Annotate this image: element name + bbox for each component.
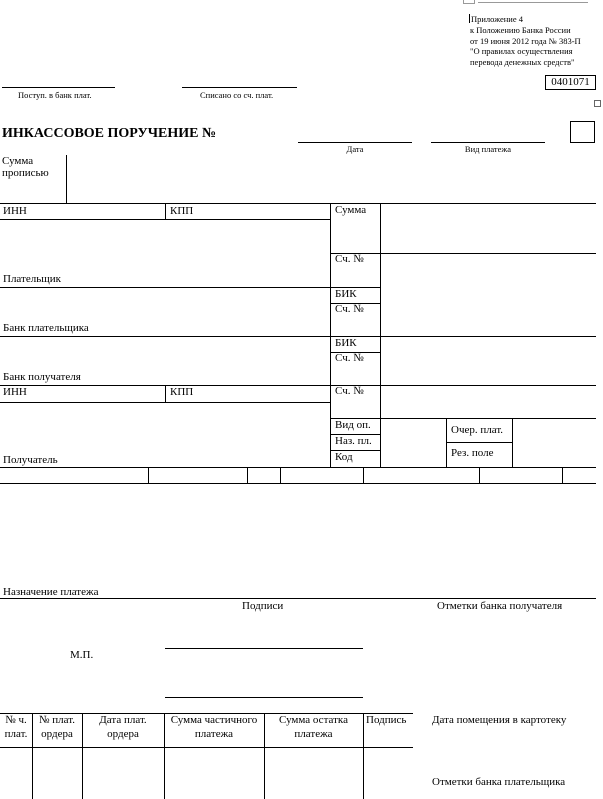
grid-line (330, 253, 596, 254)
recipient-bank-account-label: Сч. № (335, 352, 364, 364)
grid-line (165, 203, 166, 219)
appendix-line-4: "О правилах осуществления (470, 46, 573, 56)
grid-line (148, 467, 149, 483)
pay-purpose-code-label: Наз. пл. (335, 435, 372, 447)
grid-line (247, 467, 248, 483)
window-edge-line (478, 0, 588, 3)
grid-line (479, 467, 480, 483)
grid-line (0, 287, 380, 288)
appendix-line-1: Приложение 4 (471, 14, 523, 24)
grid-line (165, 385, 166, 402)
reserve-field-label: Рез. поле (451, 447, 494, 459)
signatures-label: Подписи (242, 600, 284, 612)
text-cursor (469, 14, 470, 23)
appendix-line-2: к Положению Банка России (470, 25, 571, 35)
grid-line (0, 203, 596, 204)
grid-line (562, 467, 563, 483)
debited-label: Списано со сч. плат. (200, 90, 274, 100)
recipient-account-label: Сч. № (335, 385, 364, 397)
th-signature: Подпись (366, 714, 407, 726)
grid-line (0, 385, 596, 386)
amount-words-label-2: прописью (2, 167, 49, 179)
th-remain-sum-2: платежа (294, 728, 333, 740)
th-remain-sum-1: Сумма остатка (279, 714, 348, 726)
payer-bank-marks-label: Отметки банка плательщика (432, 776, 566, 788)
th-partial-no-1: № ч. (5, 714, 27, 726)
grid-line (446, 442, 512, 443)
payer-bank-bik-label: БИК (335, 288, 357, 300)
received-line[interactable] (2, 87, 115, 88)
th-order-no-2: ордера (41, 728, 73, 740)
window-edge-mark (463, 0, 475, 4)
th-order-date-1: Дата плат. (99, 714, 147, 726)
payer-label: Плательщик (3, 273, 61, 285)
signature-line-2[interactable] (165, 697, 363, 698)
recipient-label: Получатель (3, 454, 58, 466)
th-partial-no-2: плат. (4, 728, 28, 740)
seal-label: М.П. (70, 649, 94, 661)
priority-label: Очер. плат. (451, 424, 504, 436)
payment-type-label: Вид платежа (464, 144, 512, 154)
grid-line (280, 467, 281, 483)
recipient-kpp-label: КПП (170, 386, 194, 398)
recipient-bank-label: Банк получателя (3, 371, 81, 383)
recipient-inn-label: ИНН (3, 386, 27, 398)
grid-line (512, 418, 513, 467)
grid-line (330, 203, 331, 467)
th-order-date-2: ордера (107, 728, 139, 740)
debited-line[interactable] (182, 87, 297, 88)
status-box[interactable] (570, 121, 595, 143)
grid-line (0, 467, 596, 468)
grid-line (0, 219, 330, 220)
signature-line-1[interactable] (165, 648, 363, 649)
grid-line (0, 598, 596, 599)
payer-inn-label: ИНН (3, 205, 27, 217)
amount-words-divider (66, 155, 67, 203)
payer-bank-account-label: Сч. № (335, 303, 364, 315)
grid-line (0, 402, 330, 403)
payer-kpp-label: КПП (170, 205, 194, 217)
form-code-box: 0401071 (545, 75, 596, 90)
table-line (0, 747, 413, 748)
code-label: Код (335, 451, 353, 463)
grid-line (380, 203, 381, 467)
file-date-label: Дата помещения в картотеку (432, 714, 567, 726)
payer-account-label: Сч. № (335, 253, 364, 265)
th-partial-sum-2: платежа (194, 728, 234, 740)
table-line (363, 713, 364, 799)
date-line[interactable] (298, 142, 412, 143)
th-partial-sum-1: Сумма частичного (170, 714, 258, 726)
amount-label: Сумма (335, 204, 367, 216)
payment-type-line[interactable] (431, 142, 545, 143)
appendix-line-3: от 19 июня 2012 года № 383-П (470, 36, 581, 46)
page-title: ИНКАССОВОЕ ПОРУЧЕНИЕ № (2, 126, 217, 141)
payment-purpose-label: Назначение платежа (3, 586, 99, 598)
small-marker-box (594, 100, 601, 107)
grid-line (0, 483, 596, 484)
th-order-no-1: № плат. (39, 714, 75, 726)
appendix-line-5: перевода денежных средств" (470, 57, 575, 67)
op-type-label: Вид оп. (335, 419, 371, 431)
recipient-bank-marks-label: Отметки банка получателя (437, 600, 563, 612)
recipient-bank-bik-label: БИК (335, 337, 357, 349)
payer-bank-label: Банк плательщика (3, 322, 89, 334)
amount-words-label-1: Сумма (2, 155, 34, 167)
grid-line (363, 467, 364, 483)
date-label: Дата (346, 144, 364, 154)
grid-line (0, 336, 596, 337)
received-label: Поступ. в банк плат. (18, 90, 92, 100)
